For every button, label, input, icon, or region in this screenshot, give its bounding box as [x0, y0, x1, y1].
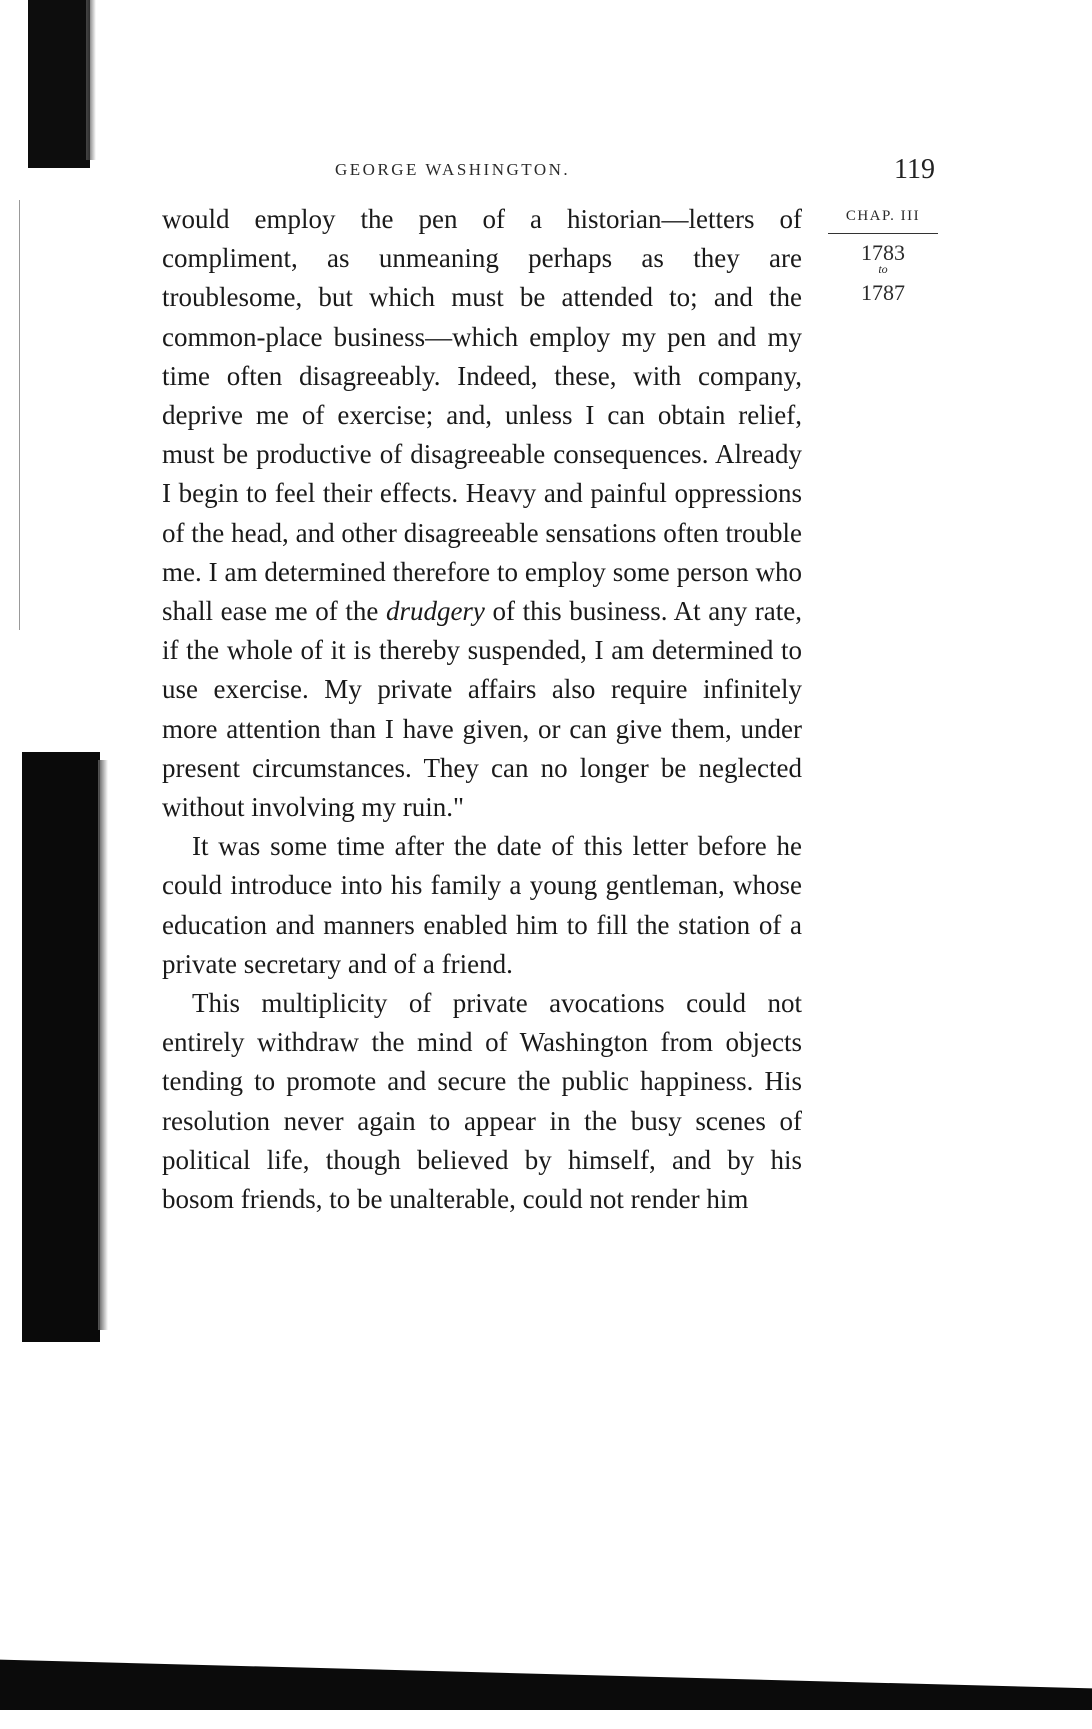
running-title: GEORGE WASHINGTON.	[335, 160, 571, 179]
page-number: 119	[894, 154, 935, 185]
paragraph-1-text-a: would employ the pen of a historian—letters of compliment, as unmeaning perhaps as they are troublesome, but which must be attended to; and the common-place business—which employ my pen and my time often disagreeably. Indeed, these, with company, deprive me of exercise; and, unless I can obtain relief, must be productive of disagreeable consequences. Already I begin to feel their effects. Heavy and painful oppressions of the head, and other disagreeable sensations often trouble me. I am determined therefore to employ some person who shall ease me of the	[162, 204, 802, 627]
paragraph-1-italic: drudgery	[385, 596, 485, 627]
margin-year-to: 1787	[861, 280, 905, 305]
scan-artifact-bottom	[0, 1638, 1092, 1710]
scan-artifact-middle	[22, 752, 100, 1342]
margin-chapter: CHAP. III	[828, 208, 938, 234]
paragraph-1-text-b: of this business. At any rate, if the whole of it is thereby suspended, I am determined to use exercise. My private affairs also require infinitely more attention than I have given, or can give them, under present circumstances. They can no longer be neglected without involving my ruin."	[162, 596, 803, 823]
margin-to: to	[878, 262, 888, 276]
scan-artifact-top-fade	[86, 0, 96, 160]
paragraph-1	[162, 200, 802, 827]
paragraph-3: This multiplicity of private avocations could not entirely withdraw the mind of Washington from objects tending to promote and secure the public happiness. His resolution never again to appear in the busy scenes of political life, though believed by himself, and by his bosom friends, to be unalterable, could not render him	[162, 988, 802, 1215]
margin-year-from: 1783	[861, 240, 905, 265]
scan-artifact-middle-fade	[98, 760, 108, 1330]
body-text	[162, 200, 802, 1219]
scan-artifact-top	[28, 0, 90, 168]
margin-note	[828, 208, 938, 304]
paragraph-2: It was some time after the date of this letter before he could introduce into his family a young gentleman, whose education and manners enabled him to fill the station of a private secretary and of a friend.	[162, 831, 802, 979]
scan-artifact-line	[19, 200, 20, 630]
